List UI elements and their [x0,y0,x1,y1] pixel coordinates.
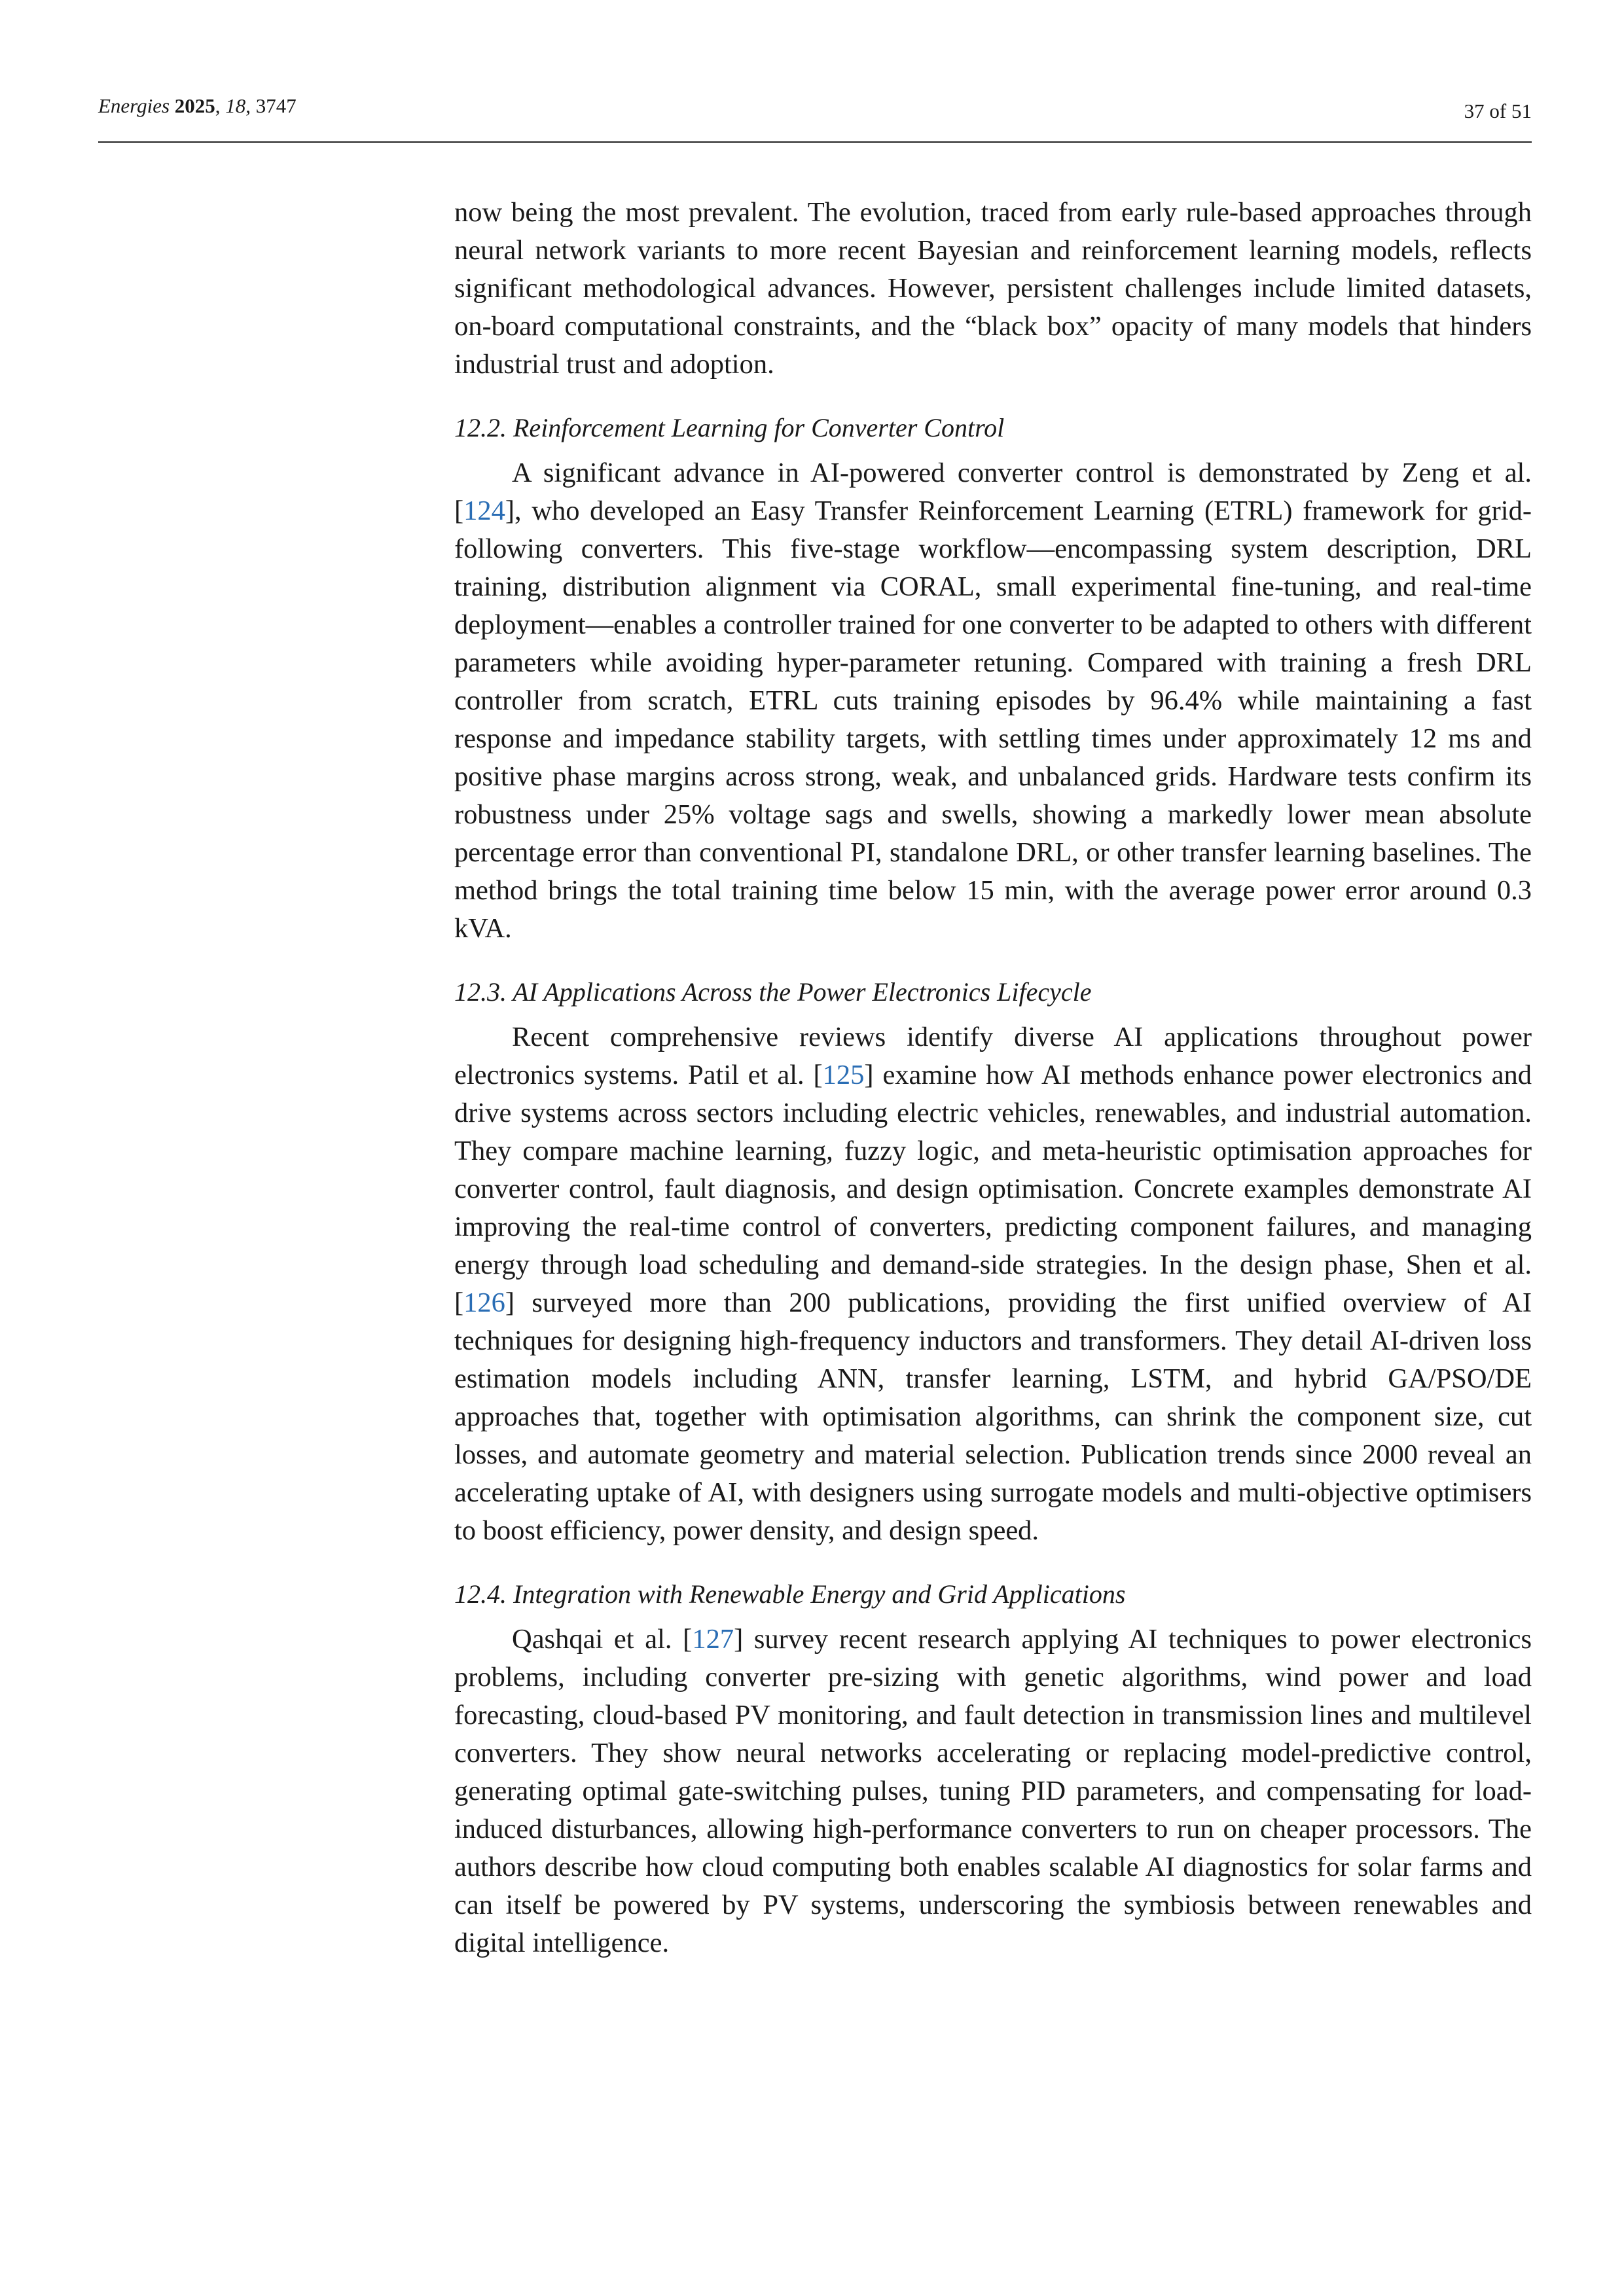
paragraph-text: ], who developed an Easy Transfer Reinforcement Learning (ETRL) framework for grid-following converters. This five-stage workflow—encompassing system description, DRL training, distribution alignment via CORAL, small experimental fine-tuning, and real-time deployment—enables a controller trained for one converter to be adapted to others with different parameters while avoiding hyper-parameter retuning. Compared with training a fresh DRL controller from scratch, ETRL cuts training episodes by 96.4% while maintaining a fast response and impedance stability targets, with settling times under approximately 12 ms and positive phase margins across strong, weak, and unbalanced grids. Hardware tests confirm its robustness under 25% voltage sags and swells, showing a markedly lower mean absolute percentage error than conventional PI, standalone DRL, or other transfer learning baselines. The method brings the total training time below 15 min, with the average power error around 0.3 kVA. [454,495,1532,944]
section-heading-12-3: 12.3. AI Applications Across the Power Electronics Lifecycle [454,977,1092,1007]
journal-volume: 18 [225,94,246,117]
page-header [98,92,1532,143]
paragraph-text: ] survey recent research applying AI techniques to power electronics problems, including converter pre-sizing with genetic algorithms, wind power and load forecasting, cloud-based PV monitoring, and fault detection in transmission lines and multilevel converters. They show neural networks accelerating or replacing model-predictive control, generating optimal gate-switching pulses, tuning PID parameters, and compensating for load-induced disturbances, allowing high-performance converters to run on cheaper processors. The authors describe how cloud computing both enables scalable AI diagnostics for solar farms and can itself be powered by PV systems, underscoring the symbiosis between renewables and digital intelligence. [454,1624,1532,1958]
section-heading-12-4: 12.4. Integration with Renewable Energy and Grid Applications [454,1579,1126,1609]
section-12-3-paragraph [454,1018,1532,1550]
journal-year: 2025 [174,94,215,117]
page-number: 37 of 51 [1464,99,1532,122]
paragraph-text: ] surveyed more than 200 publications, providing the first unified overview of AI techniques for designing high-frequency inductors and transformers. They detail AI-driven loss estimation models including ANN, transfer learning, LSTM, and hybrid GA/PSO/DE approaches that, together with optimisation algorithms, can shrink the component size, cut losses, and automate geometry and material selection. Publication trends since 2000 reveal an accelerating uptake of AI, with designers using surrogate models and multi-objective optimisers to boost efficiency, power density, and design speed. [454,1287,1532,1546]
intro-paragraph: now being the most prevalent. The evolution, traced from early rule-based approaches through neural network variants to more recent Bayesian and reinforcement learning models, reflects significant methodological advances. However, persistent challenges include limited datasets, on-board computational constraints, and the “black box” opacity of many models that hinders industrial trust and adoption. [454,197,1532,380]
citation-link-124[interactable]: 124 [463,495,505,526]
paragraph-text: Qashqai et al. [ [512,1624,693,1655]
paragraph-text: ] examine how AI methods enhance power electronics and drive systems across sectors including electric vehicles, renewables, and industrial automation. They compare machine learning, fuzzy logic, and meta-heuristic optimisation approaches for converter control, fault diagnosis, and design optimisation. Concrete examples demonstrate AI improving the real-time control of converters, predicting component failures, and managing energy through load scheduling and demand-side strategies. In the design phase, Shen et al. [ [454,1060,1532,1318]
article-body [454,194,1532,1962]
section-heading-12-2: 12.2. Reinforcement Learning for Converter Control [454,413,1005,442]
citation-link-125[interactable]: 125 [822,1060,865,1090]
journal-citation: Energies 2025, 18, 3747 [98,94,297,117]
section-12-2-paragraph [454,454,1532,948]
paragraph-text: Recent comprehensive reviews identify diverse AI applications throughout power electronics systems. Patil et al. [ [454,1022,1532,1090]
paragraph-text: A significant advance in AI-powered converter control is demonstrated by Zeng et al. [ [454,457,1532,526]
journal-name: Energies [98,94,170,117]
section-12-4-paragraph [454,1621,1532,1962]
citation-link-127[interactable]: 127 [692,1624,734,1655]
article-number: 3747 [255,94,297,117]
citation-link-126[interactable]: 126 [463,1287,505,1318]
